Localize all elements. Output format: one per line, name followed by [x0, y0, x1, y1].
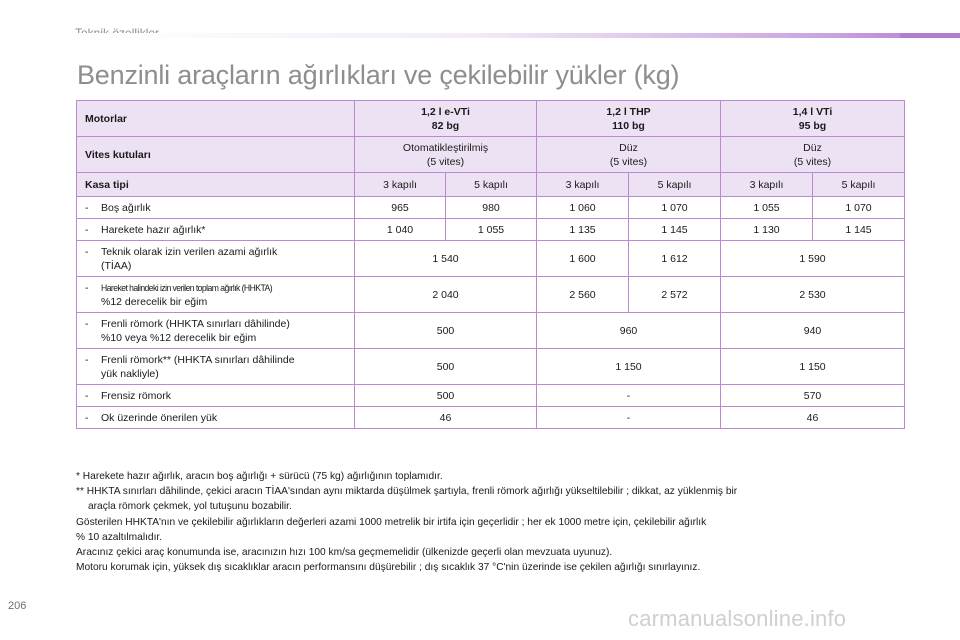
body-type-cell: 5 kapılı	[446, 173, 537, 197]
footnotes	[76, 469, 906, 575]
footnote: Motoru korumak için, yüksek dış sıcaklıklar aracın performansını düşürebilir ; dış sıcaklık 37 °C'nin üzerinde ise çekilen ağırlığı sınırlayınız.	[76, 562, 701, 574]
gearbox-gears: (5 vites)	[793, 155, 832, 168]
row-label-text: Boş ağırlık	[101, 201, 151, 214]
gearbox-type: Düz	[619, 141, 638, 154]
value-cell: 1 130	[721, 219, 813, 241]
body-type-cell: 5 kapılı	[629, 173, 721, 197]
gearbox-cell	[537, 137, 721, 173]
gearbox-gears: (5 vites)	[426, 155, 465, 168]
value-cell: 960	[537, 313, 721, 349]
value-cell: 1 540	[355, 241, 537, 277]
bullet-dash: -	[85, 223, 89, 236]
value-cell: 2 040	[355, 277, 537, 313]
body-type-cell: 3 kapılı	[537, 173, 629, 197]
value-cell: 1 060	[537, 197, 629, 219]
bullet-dash: -	[85, 389, 89, 402]
engine-power: 82 bg	[431, 119, 460, 132]
bullet-dash: -	[85, 317, 89, 330]
engine-cell	[537, 101, 721, 137]
value-cell: 500	[355, 313, 537, 349]
value-cell: 500	[355, 349, 537, 385]
value-cell: 980	[446, 197, 537, 219]
row-label	[77, 241, 355, 277]
gearbox-type: Düz	[803, 141, 822, 154]
value-cell: 1 145	[813, 219, 905, 241]
table-row	[77, 349, 905, 385]
row-label-text: Frenli römork (HHKTA sınırları dâhilinde)	[101, 317, 290, 330]
engine-power: 95 bg	[798, 119, 827, 132]
table-row	[77, 219, 905, 241]
engine-name: 1,2 l THP	[606, 105, 651, 118]
row-label-text: Ok üzerinde önerilen yük	[101, 411, 218, 424]
table-row	[77, 197, 905, 219]
footnote: % 10 azaltılmalıdır.	[76, 531, 163, 543]
engine-cell	[721, 101, 905, 137]
body-type-cell: 5 kapılı	[813, 173, 905, 197]
value-cell: 1 135	[537, 219, 629, 241]
gearbox-cell	[721, 137, 905, 173]
value-cell: 1 612	[629, 241, 721, 277]
value-cell: 2 572	[629, 277, 721, 313]
engine-cell	[355, 101, 537, 137]
body-type-label: Kasa tipi	[77, 173, 355, 197]
bullet-dash: -	[85, 245, 89, 258]
engine-name: 1,4 l VTi	[792, 105, 833, 118]
row-label	[77, 385, 355, 407]
row-label-text: %12 derecelik bir eğim	[101, 295, 208, 308]
row-label	[77, 219, 355, 241]
header-rule	[75, 33, 960, 38]
row-label-text: yük nakliyle)	[101, 367, 159, 380]
table-row	[77, 277, 905, 313]
row-label-text: Hareket halindeki izin verilen toplam ağırlık (HHKTA)	[101, 282, 273, 293]
row-label-text: Teknik olarak izin verilen azami ağırlık	[101, 245, 278, 258]
engines-row	[77, 101, 905, 137]
table-row	[77, 313, 905, 349]
engine-power: 110 bg	[612, 119, 645, 132]
row-label-text: Frenli römork** (HHKTA sınırları dâhilinde	[101, 353, 295, 366]
header-accent-bar	[900, 33, 960, 38]
row-label-text: Frensiz römork	[101, 389, 172, 402]
row-label	[77, 349, 355, 385]
footnote: Aracınız çekici araç konumunda ise, aracınızın hızı 100 km/sa geçmemelidir (ülkenizde geçerli olan mevzuata uyunuz).	[76, 547, 613, 559]
footnote: Gösterilen HHKTA'nın ve çekilebilir ağırlıkların değerleri azami 1000 metrelik bir irtifa için geçerlidir ; her ek 1000 metre için, çekilebilir ağırlık	[76, 516, 707, 528]
value-cell: 1 150	[721, 349, 905, 385]
gearbox-label: Vites kutuları	[77, 137, 355, 173]
value-cell: 2 560	[537, 277, 629, 313]
gearbox-cell	[355, 137, 537, 173]
value-cell: 2 530	[721, 277, 905, 313]
footnote: araçla römork çekmek, yol tutuşunu bozabilir.	[88, 501, 292, 513]
value-cell: 500	[355, 385, 537, 407]
engine-name: 1,2 l e-VTi	[421, 105, 470, 118]
value-cell: 1 590	[721, 241, 905, 277]
value-cell: 570	[721, 385, 905, 407]
gearbox-row	[77, 137, 905, 173]
body-type-row	[77, 173, 905, 197]
value-cell: 1 145	[629, 219, 721, 241]
footnote: * Harekete hazır ağırlık, aracın boş ağırlığı + sürücü (75 kg) ağırlığının toplamıdır.	[76, 471, 443, 482]
gearbox-gears: (5 vites)	[609, 155, 648, 168]
bullet-dash: -	[85, 353, 89, 366]
value-cell: 1 150	[537, 349, 721, 385]
watermark: carmanualsonline.info	[628, 606, 847, 631]
row-label-text: %10 veya %12 derecelik bir eğim	[101, 331, 257, 344]
value-cell: 46	[355, 407, 537, 429]
bullet-dash: -	[85, 281, 89, 294]
value-cell: 1 070	[813, 197, 905, 219]
value-cell: 940	[721, 313, 905, 349]
row-label	[77, 277, 355, 313]
value-cell: 965	[355, 197, 446, 219]
row-label-text: Harekete hazır ağırlık*	[101, 223, 206, 236]
value-cell: 46	[721, 407, 905, 429]
table-row	[77, 407, 905, 429]
engines-label: Motorlar	[77, 101, 355, 137]
bullet-dash: -	[85, 411, 89, 424]
row-label	[77, 313, 355, 349]
value-cell: 1 055	[721, 197, 813, 219]
value-cell: 1 600	[537, 241, 629, 277]
body-type-cell: 3 kapılı	[721, 173, 813, 197]
body-type-cell: 3 kapılı	[355, 173, 446, 197]
value-cell: 1 055	[446, 219, 537, 241]
row-label	[77, 407, 355, 429]
bullet-dash: -	[85, 201, 89, 214]
row-label-text: (TİAA)	[101, 259, 132, 272]
page-heading: Benzinli araçların ağırlıkları ve çekilebilir yükler (kg)	[77, 60, 680, 90]
value-cell: -	[537, 407, 721, 429]
weights-table	[76, 100, 905, 429]
table-row	[77, 385, 905, 407]
gearbox-type: Otomatikleştirilmiş	[402, 141, 489, 154]
value-cell: 1 070	[629, 197, 721, 219]
value-cell: -	[537, 385, 721, 407]
row-label	[77, 197, 355, 219]
value-cell: 1 040	[355, 219, 446, 241]
table-row	[77, 241, 905, 277]
footnote: ** HHKTA sınırları dâhilinde, çekici aracın TİAA'sından aynı miktarda düşülmek şartıyla, frenli römork ağırlığı yükseltilebilir ; dikkat, az yüklenmiş bir	[76, 486, 738, 498]
page-number: 206	[8, 600, 27, 612]
